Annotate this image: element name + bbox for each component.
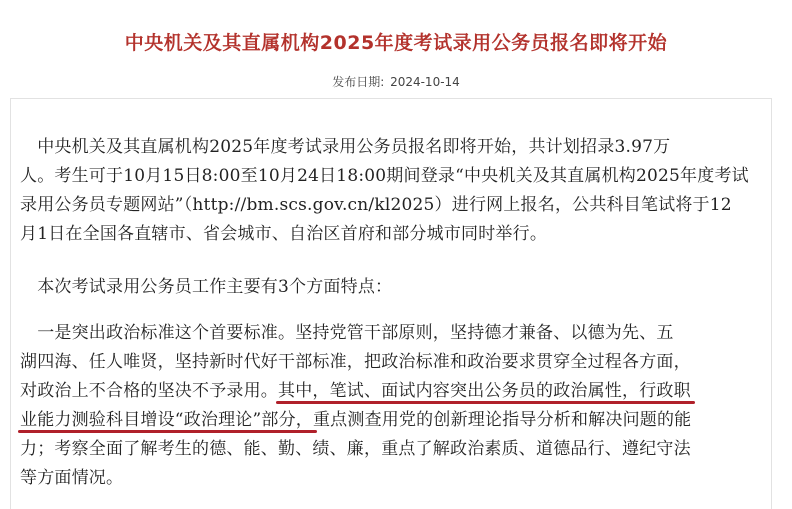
- paragraph-line: 一是突出政治标准这个首要标准。坚持党管干部原则，坚持德才兼备、以德为先、五: [20, 323, 674, 343]
- paragraph-line: 中央机关及其直属机构2025年度考试录用公务员报名即将开始，共计划招录3.97万: [20, 137, 671, 157]
- paragraph-line: 录用公务员专题网站”（http://bm.scs.gov.cn/kl2025）进行网上报名，公共科目笔试将于12: [20, 195, 732, 215]
- paragraph-features-intro: [20, 273, 760, 302]
- line-text: 重点测查用党的创新理论指导分析和解决问题的能: [312, 410, 692, 430]
- publish-date-value: 2024-10-14: [390, 75, 460, 89]
- paragraph-intro: [20, 133, 760, 249]
- paragraph-feature-one: [20, 319, 760, 493]
- paragraph-line: 湖四海、任人唯贤，坚持新时代好干部标准，把政治标准和政治要求贯穿全过程各方面，: [20, 352, 691, 372]
- paragraph-line: 本次考试录用公务员工作主要有3个方面特点：: [20, 277, 393, 297]
- highlighted-text: 其中，笔试、面试内容突出公务员的政治属性，行政职: [278, 381, 691, 401]
- publish-date: [0, 73, 792, 90]
- publish-date-label: 发布日期:: [332, 75, 385, 89]
- line-text: 对政治上不合格的坚决不予录用。: [20, 381, 278, 401]
- paragraph-line: 力；考察全面了解考生的德、能、勤、绩、廉，重点了解政治素质、道德品行、遵纪守法: [20, 439, 691, 459]
- paragraph-line: 月1日在全国各直辖市、省会城市、自治区首府和部分城市同时举行。: [20, 224, 548, 244]
- paragraph-line: 等方面情况。: [20, 468, 124, 488]
- highlighted-text: 业能力测验科目增设“政治理论”部分，: [20, 410, 313, 430]
- paragraph-line: 人。考生可于10月15日8:00至10月24日18:00期间登录“中央机关及其直属机构2025年度考试: [20, 166, 749, 186]
- article-title: 中央机关及其直属机构2025年度考试录用公务员报名即将开始: [124, 32, 668, 54]
- paragraph-line: [20, 406, 760, 435]
- paragraph-line: [20, 377, 760, 406]
